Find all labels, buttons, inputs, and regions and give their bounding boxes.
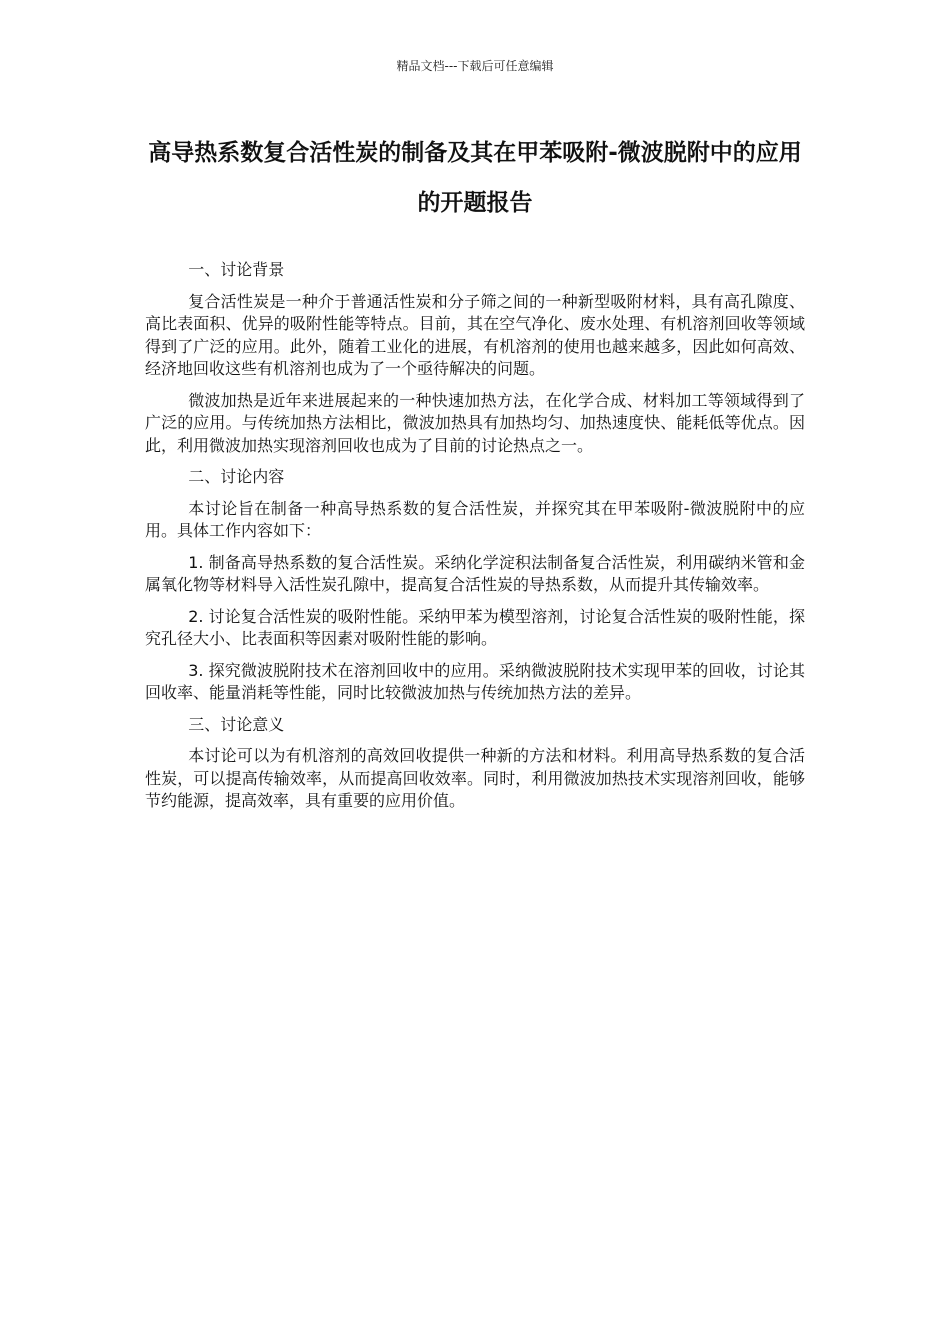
- paragraph-background-1: 复合活性炭是一种介于普通活性炭和分子筛之间的一种新型吸附材料，具有高孔隙度、高比表面积、优异的吸附性能等特点。目前，其在空气净化、废水处理、有机溶剂回收等领域得到了广泛的应用。此外，随着工业化的进展，有机溶剂的使用也越来越多，因此如何高效、经济地回收这些有机溶剂也成为了一个亟待解决的问题。: [145, 291, 805, 378]
- paragraph-significance-1: 本讨论可以为有机溶剂的高效回收提供一种新的方法和材料。利用高导热系数的复合活性炭，可以提高传输效率，从而提高回收效率。同时，利用微波加热技术实现溶剂回收，能够节约能源，提高效率，具有重要的应用价值。: [145, 746, 805, 810]
- section-heading-significance: 三、讨论意义: [188, 714, 285, 734]
- list-item-content-1: 1. 制备高导热系数的复合活性炭。采纳化学淀积法制备复合活性炭，利用碳纳米管和金属氧化物等材料导入活性炭孔隙中，提高复合活性炭的导热系数，从而提升其传输效率。: [145, 552, 805, 594]
- section-heading-background: 一、讨论背景: [188, 260, 285, 279]
- paragraph-background-2: 微波加热是近年来进展起来的一种快速加热方法，在化学合成、材料加工等领域得到了广泛的应用。与传统加热方法相比，微波加热具有加热均匀、加热速度快、能耗低等优点。因此，利用微波加热实现溶剂回收也成为了目前的讨论热点之一。: [145, 390, 805, 455]
- list-item-content-2: 2. 讨论复合活性炭的吸附性能。采纳甲苯为模型溶剂，讨论复合活性炭的吸附性能，探究孔径大小、比表面积等因素对吸附性能的影响。: [145, 606, 805, 648]
- document-title: 高导热系数复合活性炭的制备及其在甲苯吸附-微波脱附中的应用的开题报告: [148, 140, 802, 216]
- list-item-content-3: 3. 探究微波脱附技术在溶剂回收中的应用。采纳微波脱附技术实现甲苯的回收，讨论其回收率、能量消耗等性能，同时比较微波加热与传统加热方法的差异。: [145, 660, 805, 702]
- section-heading-content: 二、讨论内容: [188, 467, 285, 486]
- page-header: 精品文档---下载后可任意编辑: [396, 59, 554, 73]
- paragraph-content-intro: 本讨论旨在制备一种高导热系数的复合活性炭，并探究其在甲苯吸附-微波脱附中的应用。具体工作内容如下：: [145, 498, 805, 540]
- document-body: [145, 259, 805, 822]
